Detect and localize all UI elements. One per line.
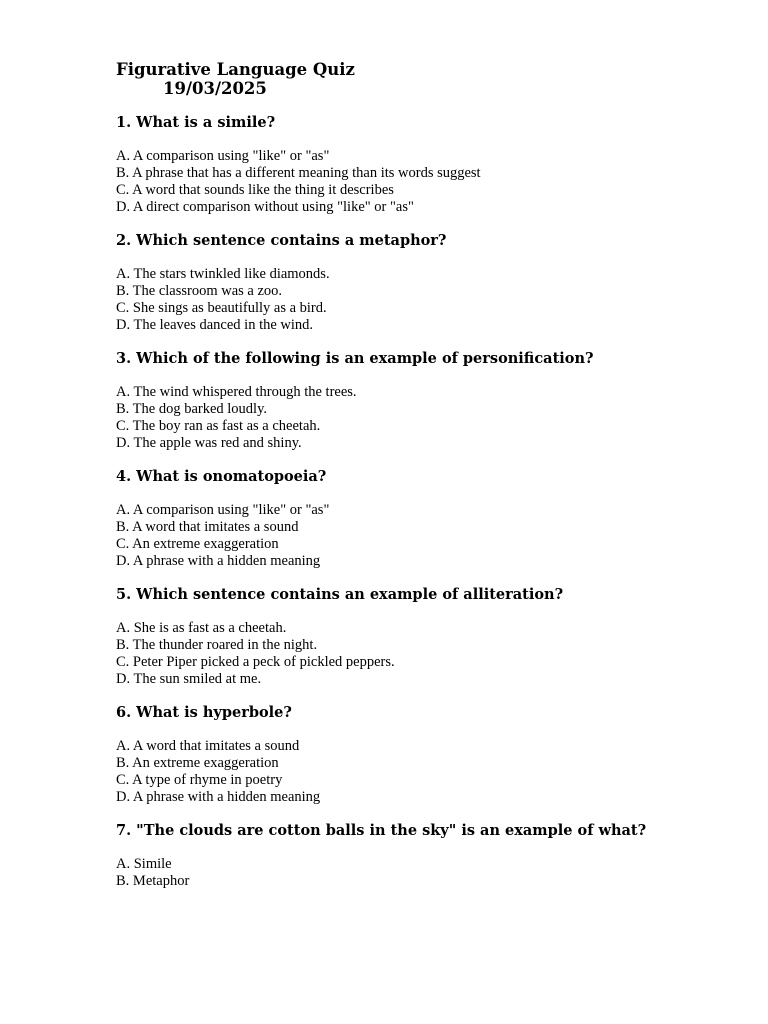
answer-options — [116, 266, 656, 334]
quiz-document — [116, 60, 656, 890]
quiz-date: 19/03/2025 — [163, 79, 267, 98]
question-1 — [116, 114, 656, 216]
answer-option: B. Metaphor — [116, 873, 190, 889]
answer-option: C. An extreme exaggeration — [116, 536, 279, 552]
answer-option: D. A direct comparison without using "like" or "as" — [116, 199, 414, 215]
answer-option: D. The apple was red and shiny. — [116, 435, 302, 451]
answer-options — [116, 384, 656, 452]
question-5 — [116, 586, 656, 688]
answer-option: B. The classroom was a zoo. — [116, 283, 283, 299]
answer-option: D. A phrase with a hidden meaning — [116, 789, 321, 805]
quiz-title: Figurative Language Quiz — [116, 60, 355, 79]
question-text: 6. What is hyperbole? — [116, 704, 292, 721]
answer-option: D. The sun smiled at me. — [116, 671, 262, 687]
answer-option: C. A type of rhyme in poetry — [116, 772, 283, 788]
answer-option: B. An extreme exaggeration — [116, 755, 279, 771]
question-text: 5. Which sentence contains an example of alliteration? — [116, 586, 564, 603]
answer-option: A. A comparison using "like" or "as" — [116, 148, 330, 164]
answer-option: C. Peter Piper picked a peck of pickled peppers. — [116, 654, 395, 670]
answer-option: A. A word that imitates a sound — [116, 738, 300, 754]
answer-option: A. Simile — [116, 856, 172, 872]
answer-option: C. The boy ran as fast as a cheetah. — [116, 418, 321, 434]
question-text: 4. What is onomatopoeia? — [116, 468, 327, 485]
answer-options — [116, 738, 656, 806]
answer-option: A. A comparison using "like" or "as" — [116, 502, 330, 518]
question-text: 7. "The clouds are cotton balls in the sky" is an example of what? — [116, 822, 647, 839]
answer-option: B. A phrase that has a different meaning than its words suggest — [116, 165, 481, 181]
question-3 — [116, 350, 656, 452]
answer-option: B. A word that imitates a sound — [116, 519, 299, 535]
answer-option: B. The dog barked loudly. — [116, 401, 268, 417]
answer-option: B. The thunder roared in the night. — [116, 637, 318, 653]
answer-options — [116, 856, 656, 890]
answer-option: C. A word that sounds like the thing it describes — [116, 182, 394, 198]
answer-option: A. The stars twinkled like diamonds. — [116, 266, 330, 282]
question-7 — [116, 822, 656, 890]
answer-options — [116, 502, 656, 570]
answer-options — [116, 620, 656, 688]
answer-option: A. The wind whispered through the trees. — [116, 384, 357, 400]
question-text: 3. Which of the following is an example of personification? — [116, 350, 594, 367]
answer-option: A. She is as fast as a cheetah. — [116, 620, 287, 636]
question-4 — [116, 468, 656, 570]
question-6 — [116, 704, 656, 806]
answer-options — [116, 148, 656, 216]
question-text: 2. Which sentence contains a metaphor? — [116, 232, 447, 249]
answer-option: D. A phrase with a hidden meaning — [116, 553, 321, 569]
answer-option: C. She sings as beautifully as a bird. — [116, 300, 327, 316]
question-2 — [116, 232, 656, 334]
answer-option: D. The leaves danced in the wind. — [116, 317, 314, 333]
question-text: 1. What is a simile? — [116, 114, 276, 131]
